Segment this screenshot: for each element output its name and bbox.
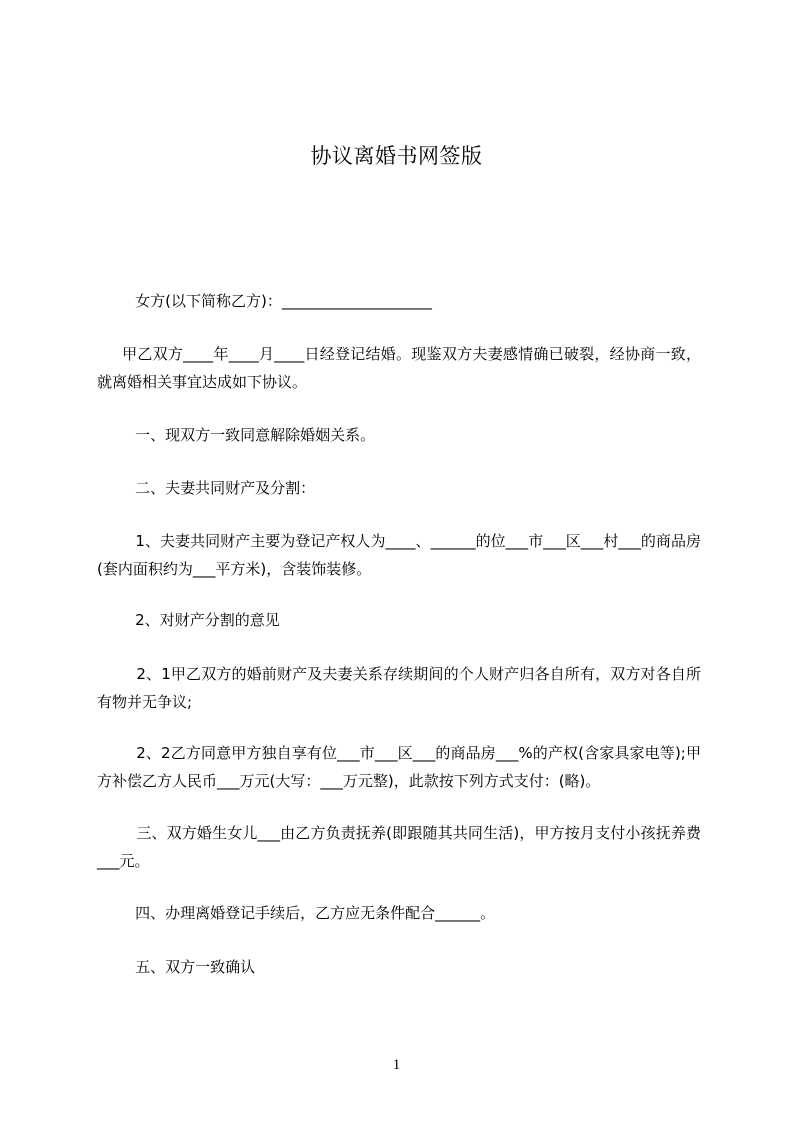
page-number: 1	[392, 1057, 401, 1073]
clause-3: 三、双方婚生女儿___由乙方负责抚养(即跟随其共同生活)，甲方按月支付小孩抚养费___元。	[97, 824, 701, 870]
clause-2-2-2: 2、2乙方同意甲方独自享有位___市___区___的商品房___%的产权(含家具家电等);甲方补偿乙方人民币___万元(大写：___万元整)，此款按下列方式支付：(略)。	[97, 744, 701, 790]
clause-2-2-1: 2、1甲乙双方的婚前财产及夫妻关系存续期间的个人财产归各自所有，双方对各自所有物并无争议;	[97, 665, 702, 711]
clause-1: 一、现双方一致同意解除婚姻关系。	[97, 426, 376, 444]
document-title: 协议离婚书网签版	[310, 144, 483, 168]
clause-2-heading: 二、夫妻共同财产及分割：	[97, 479, 316, 497]
clause-5: 五、双方一致确认	[97, 958, 256, 976]
clause-2-2: 2、对财产分割的意见	[97, 611, 280, 629]
clause-2-1: 1、夫妻共同财产主要为登记产权人为____、______的位___市___区___村___的商品房(套内面积约为___平方米)，含装饰装修。	[97, 532, 701, 578]
clause-4: 四、办理离婚登记手续后，乙方应无条件配合______。	[97, 904, 496, 922]
intro-paragraph: 甲乙双方____年____月____日经登记结婚。现鉴双方夫妻感情确已破裂，经协商一致，就离婚相关事宜达成如下协议。	[97, 345, 701, 391]
party-b-line: 女方(以下简称乙方)：____________________	[97, 292, 432, 310]
